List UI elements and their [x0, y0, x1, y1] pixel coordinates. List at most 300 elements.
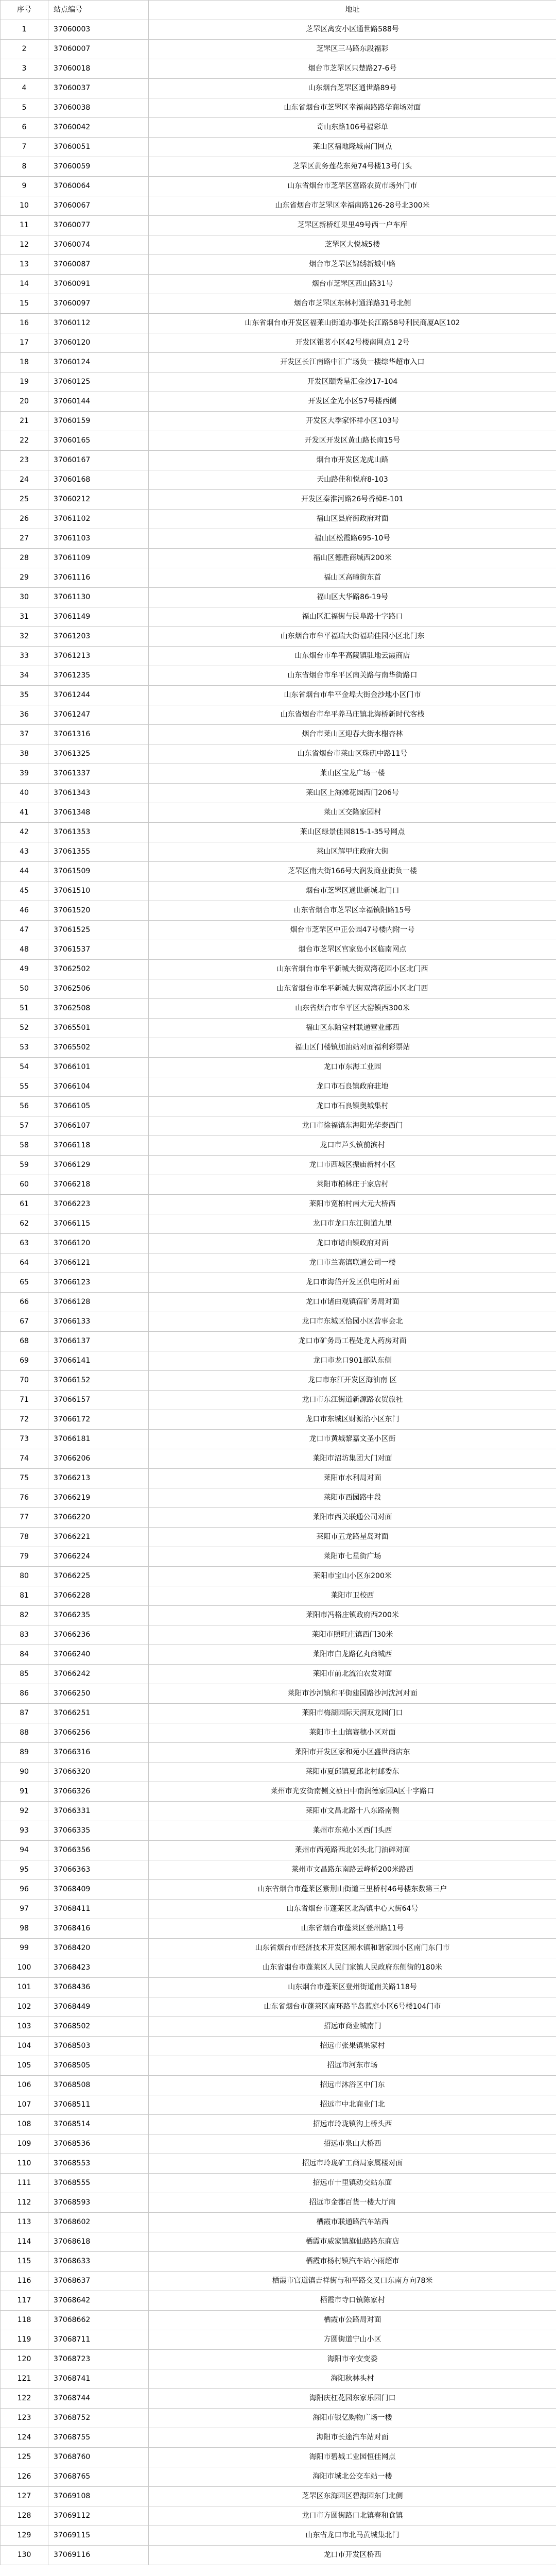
row-station-code: 37066256 — [48, 1723, 149, 1743]
row-seq: 27 — [1, 529, 48, 549]
row-station-code: 37068618 — [48, 2232, 149, 2252]
row-address: 莱山区绿景佳园815-1-35号网点 — [149, 823, 556, 842]
row-address: 莱阳市五龙路星岛对面 — [149, 1528, 556, 1547]
header-code: 站点编号 — [48, 1, 149, 20]
row-address: 山东烟台芝罘区通世路89号 — [149, 79, 556, 98]
table-row — [1, 1175, 556, 1195]
table-row — [1, 862, 556, 882]
row-address: 莱州市西苑路西北郊头北门油碎对面 — [149, 1841, 556, 1860]
table-row — [1, 2546, 556, 2565]
row-station-code: 37062502 — [48, 960, 149, 979]
row-address: 开发区大季家怀祥小区103号 — [149, 412, 556, 431]
row-station-code: 37062508 — [48, 999, 149, 1019]
row-seq: 116 — [1, 2272, 48, 2291]
row-station-code: 37060124 — [48, 353, 149, 372]
row-address: 莱山区福地隆城南门网点 — [149, 138, 556, 157]
row-address: 莱州市东苑小区西门头西 — [149, 1821, 556, 1841]
row-seq: 20 — [1, 392, 48, 412]
row-seq: 105 — [1, 2056, 48, 2076]
row-station-code: 37060091 — [48, 275, 149, 294]
row-station-code: 37066356 — [48, 1841, 149, 1860]
row-address: 山东省烟台市牟平养马庄镇北海桥新时代客栈 — [149, 705, 556, 725]
row-station-code: 37060165 — [48, 431, 149, 451]
row-seq: 55 — [1, 1077, 48, 1097]
table-row — [1, 901, 556, 921]
row-address: 开发区银茗小区42号楼南网点1 2号 — [149, 333, 556, 353]
row-address: 烟台市芝罘区锦绣新城中路 — [149, 255, 556, 275]
table-row — [1, 1978, 556, 1997]
row-station-code: 37061235 — [48, 666, 149, 686]
row-address: 莱阳市西关联通公司对面 — [149, 1508, 556, 1528]
row-seq: 53 — [1, 1038, 48, 1058]
row-address: 龙口市方圆街路口北镇春和食镇 — [149, 2506, 556, 2526]
row-station-code: 37066251 — [48, 1704, 149, 1723]
row-seq: 68 — [1, 1332, 48, 1351]
row-seq: 17 — [1, 333, 48, 353]
row-station-code: 37061149 — [48, 607, 149, 627]
row-address: 龙口市黄城黎嘉文圣小区街 — [149, 1430, 556, 1449]
row-station-code: 37068633 — [48, 2252, 149, 2272]
row-address: 山东省龙口市北马黄城集北门 — [149, 2526, 556, 2546]
row-station-code: 37066218 — [48, 1175, 149, 1195]
row-station-code: 37060003 — [48, 20, 149, 40]
row-seq: 43 — [1, 842, 48, 862]
row-station-code: 37060112 — [48, 314, 149, 333]
row-address: 龙口市东江街道新源路农贸旅社 — [149, 1391, 556, 1410]
table-row — [1, 2389, 556, 2409]
table-row — [1, 979, 556, 999]
row-seq: 29 — [1, 568, 48, 588]
row-station-code: 37061213 — [48, 647, 149, 666]
row-address: 山东省烟台市蓬莱区南环路半岛蓝庭小区6号楼104门市 — [149, 1997, 556, 2017]
row-seq: 59 — [1, 1156, 48, 1175]
table-row — [1, 666, 556, 686]
row-address: 福山区汇福街与民阜路十字路口 — [149, 607, 556, 627]
row-address: 福山区高疃街东首 — [149, 568, 556, 588]
row-address: 龙口市东城区恰园小区营事会北 — [149, 1312, 556, 1332]
row-seq: 77 — [1, 1508, 48, 1528]
table-row — [1, 1019, 556, 1038]
row-station-code: 37068765 — [48, 2467, 149, 2487]
table-row — [1, 470, 556, 490]
row-address: 海阳市辛安变委 — [149, 2350, 556, 2369]
row-seq: 115 — [1, 2252, 48, 2272]
row-address: 莱阳市沼坊集团大门对面 — [149, 1449, 556, 1469]
row-seq: 86 — [1, 1684, 48, 1704]
row-address: 山东省烟台市开发区福莱山街道办事处长江路58号利民商厦A区102 — [149, 314, 556, 333]
row-station-code: 37060064 — [48, 177, 149, 196]
table-row — [1, 647, 556, 666]
row-station-code: 37068642 — [48, 2291, 149, 2311]
row-station-code: 37061102 — [48, 510, 149, 529]
table-row — [1, 2037, 556, 2056]
row-seq: 114 — [1, 2232, 48, 2252]
row-seq: 73 — [1, 1430, 48, 1449]
row-station-code: 37061103 — [48, 529, 149, 549]
row-address: 莱阳市梅湖园际天润双龙园门口 — [149, 1704, 556, 1723]
row-address: 山东烟台市牟平高陵镇驻地云霞商店 — [149, 647, 556, 666]
row-station-code: 37061325 — [48, 744, 149, 764]
row-address: 海阳秋林头村 — [149, 2369, 556, 2389]
row-seq: 39 — [1, 764, 48, 784]
table-row — [1, 372, 556, 392]
row-station-code: 37066223 — [48, 1195, 149, 1214]
row-station-code: 37062506 — [48, 979, 149, 999]
row-seq: 82 — [1, 1606, 48, 1625]
row-seq: 106 — [1, 2076, 48, 2095]
row-seq: 90 — [1, 1762, 48, 1782]
row-address: 海阳市碧城工业园恒佳网点 — [149, 2448, 556, 2467]
row-seq: 46 — [1, 901, 48, 921]
table-row — [1, 686, 556, 705]
row-seq: 102 — [1, 1997, 48, 2017]
table-row — [1, 744, 556, 764]
row-seq: 101 — [1, 1978, 48, 1997]
row-station-code: 37066220 — [48, 1508, 149, 1528]
row-station-code: 37066206 — [48, 1449, 149, 1469]
table-row — [1, 1038, 556, 1058]
row-station-code: 37066172 — [48, 1410, 149, 1430]
row-address: 招远市河东市场 — [149, 2056, 556, 2076]
row-station-code: 37068436 — [48, 1978, 149, 1997]
row-seq: 7 — [1, 138, 48, 157]
table-row — [1, 1821, 556, 1841]
row-address: 莱阳市卫校西 — [149, 1586, 556, 1606]
row-address: 海阳市城北公交车站一楼 — [149, 2467, 556, 2487]
table-row — [1, 725, 556, 744]
row-address: 莱阳市冯格庄镇政府西200米 — [149, 1606, 556, 1625]
row-seq: 9 — [1, 177, 48, 196]
row-station-code: 37061116 — [48, 568, 149, 588]
row-seq: 50 — [1, 979, 48, 999]
row-seq: 130 — [1, 2546, 48, 2565]
table-row — [1, 1371, 556, 1391]
row-address: 芝罘区黄务莲花东苑74号楼13号门头 — [149, 157, 556, 177]
row-address: 山东省烟台市莱山区珠矶中路11号 — [149, 744, 556, 764]
row-station-code: 37069115 — [48, 2526, 149, 2546]
row-station-code: 37066115 — [48, 1214, 149, 1234]
row-seq: 36 — [1, 705, 48, 725]
row-address: 天山路佳和悦府8-103 — [149, 470, 556, 490]
row-station-code: 37060037 — [48, 79, 149, 98]
row-seq: 56 — [1, 1097, 48, 1116]
row-seq: 13 — [1, 255, 48, 275]
row-seq: 118 — [1, 2311, 48, 2330]
table-row — [1, 2174, 556, 2193]
row-station-code: 37068449 — [48, 1997, 149, 2017]
row-address: 山东烟台市牟平福瑞大街福瑞佳园小区北门东 — [149, 627, 556, 647]
row-seq: 54 — [1, 1058, 48, 1077]
row-address: 龙口市石良镇政府驻地 — [149, 1077, 556, 1097]
row-seq: 65 — [1, 1273, 48, 1293]
row-seq: 84 — [1, 1645, 48, 1665]
row-address: 莱州市光安街南侧文祯日中南润德家园A区十字路口 — [149, 1782, 556, 1802]
row-seq: 71 — [1, 1391, 48, 1410]
row-seq: 58 — [1, 1136, 48, 1156]
row-seq: 47 — [1, 921, 48, 940]
table-row — [1, 842, 556, 862]
row-seq: 108 — [1, 2115, 48, 2134]
row-seq: 23 — [1, 451, 48, 470]
row-station-code: 37068409 — [48, 1880, 149, 1900]
row-address: 山东省烟台市经济技术开发区潮水镇和谐家园小区南门东门市 — [149, 1939, 556, 1958]
table-row — [1, 2272, 556, 2291]
row-station-code: 37066320 — [48, 1762, 149, 1782]
table-row — [1, 1860, 556, 1880]
table-row — [1, 1919, 556, 1939]
table-row — [1, 1410, 556, 1430]
table-row — [1, 1449, 556, 1469]
row-seq: 4 — [1, 79, 48, 98]
row-station-code: 37068502 — [48, 2017, 149, 2037]
row-address: 福山区大华路86-19号 — [149, 588, 556, 607]
row-seq: 38 — [1, 744, 48, 764]
row-station-code: 37066213 — [48, 1469, 149, 1488]
row-address: 龙口市芦头镇前滨村 — [149, 1136, 556, 1156]
row-address: 福山区德胜商城西200米 — [149, 549, 556, 568]
table-row — [1, 764, 556, 784]
row-seq: 51 — [1, 999, 48, 1019]
row-address: 龙口市龙口901部队东侧 — [149, 1351, 556, 1371]
table-row — [1, 1723, 556, 1743]
row-station-code: 37066128 — [48, 1293, 149, 1312]
row-seq: 94 — [1, 1841, 48, 1860]
row-seq: 42 — [1, 823, 48, 842]
table-row — [1, 1606, 556, 1625]
row-address: 烟台市芝罘区东林村通洋路31号北侧 — [149, 294, 556, 314]
row-seq: 99 — [1, 1939, 48, 1958]
table-row — [1, 1665, 556, 1684]
table-row — [1, 2369, 556, 2389]
row-seq: 85 — [1, 1665, 48, 1684]
row-station-code: 37060144 — [48, 392, 149, 412]
row-address: 龙口市东城区财源治小区东门 — [149, 1410, 556, 1430]
table-row — [1, 1704, 556, 1723]
row-seq: 69 — [1, 1351, 48, 1371]
row-seq: 125 — [1, 2448, 48, 2467]
row-station-code: 37068423 — [48, 1958, 149, 1978]
row-station-code: 37060087 — [48, 255, 149, 275]
row-station-code: 37066104 — [48, 1077, 149, 1097]
row-station-code: 37066101 — [48, 1058, 149, 1077]
row-station-code: 37061353 — [48, 823, 149, 842]
row-address: 莱阳市照旺庄镇西门30米 — [149, 1625, 556, 1645]
table-row — [1, 1782, 556, 1802]
row-station-code: 37060097 — [48, 294, 149, 314]
row-address: 山东省烟台市牟平区南关路与南华街路口 — [149, 666, 556, 686]
row-seq: 120 — [1, 2350, 48, 2369]
row-address: 山东省烟台市牟平区大窑镇西300米 — [149, 999, 556, 1019]
row-seq: 6 — [1, 118, 48, 138]
row-station-code: 37060125 — [48, 372, 149, 392]
table-row — [1, 353, 556, 372]
row-seq: 107 — [1, 2095, 48, 2115]
row-address: 莱阳市宝山小区东200米 — [149, 1567, 556, 1586]
row-address: 福山区县府街政府对面 — [149, 510, 556, 529]
row-seq: 11 — [1, 216, 48, 235]
row-seq: 2 — [1, 40, 48, 59]
table-row — [1, 1351, 556, 1371]
row-seq: 127 — [1, 2487, 48, 2506]
row-seq: 87 — [1, 1704, 48, 1723]
table-row — [1, 2506, 556, 2526]
row-seq: 33 — [1, 647, 48, 666]
row-address: 莱阳市柏林庄于家店村 — [149, 1175, 556, 1195]
row-seq: 113 — [1, 2213, 48, 2232]
row-address: 莱阳市开发区家和苑小区盛世商店东 — [149, 1743, 556, 1762]
row-station-code: 37066240 — [48, 1645, 149, 1665]
row-station-code: 37061247 — [48, 705, 149, 725]
row-address: 山东烟台市蓬莱区登州街道南关路118号 — [149, 1978, 556, 1997]
table-row — [1, 1058, 556, 1077]
row-station-code: 37068752 — [48, 2409, 149, 2428]
row-address: 招远市十里镇动交站东面 — [149, 2174, 556, 2193]
table-row — [1, 314, 556, 333]
table-row — [1, 392, 556, 412]
row-station-code: 37060051 — [48, 138, 149, 157]
row-address: 龙口市矿务局工程处龙人药房对面 — [149, 1332, 556, 1351]
row-address: 莱州市文昌路东南路云峰桥200米路西 — [149, 1860, 556, 1880]
row-seq: 103 — [1, 2017, 48, 2037]
row-seq: 41 — [1, 803, 48, 823]
row-address: 山东省烟台市蓬莱区紫荆山街道三里桥村46号楼东数第三户 — [149, 1880, 556, 1900]
row-address: 山东省烟台市芝罘区幸福镇阳路15号 — [149, 901, 556, 921]
table-row — [1, 510, 556, 529]
row-seq: 96 — [1, 1880, 48, 1900]
table-row — [1, 1684, 556, 1704]
table-row — [1, 1939, 556, 1958]
row-station-code: 37065501 — [48, 1019, 149, 1038]
row-address: 龙口市诸由镇政府对面 — [149, 1234, 556, 1253]
table-row — [1, 1332, 556, 1351]
table-row — [1, 177, 556, 196]
row-station-code: 37066331 — [48, 1802, 149, 1821]
row-station-code: 37061525 — [48, 921, 149, 940]
table-row — [1, 2526, 556, 2546]
row-address: 龙口市东江开发区海油南 区 — [149, 1371, 556, 1391]
row-address: 烟台市芝罘区通世新城北门口 — [149, 882, 556, 901]
table-row — [1, 1528, 556, 1547]
row-seq: 31 — [1, 607, 48, 627]
row-seq: 75 — [1, 1469, 48, 1488]
table-row — [1, 2154, 556, 2174]
row-station-code: 37066225 — [48, 1567, 149, 1586]
row-address: 芝罘区离安小区通世路588号 — [149, 20, 556, 40]
row-station-code: 37066121 — [48, 1253, 149, 1273]
table-row — [1, 2056, 556, 2076]
row-station-code: 37060159 — [48, 412, 149, 431]
row-seq: 67 — [1, 1312, 48, 1332]
table-row — [1, 79, 556, 98]
row-address: 莱山区上海滩花园西门206号 — [149, 784, 556, 803]
row-seq: 72 — [1, 1410, 48, 1430]
table-row — [1, 529, 556, 549]
table-row — [1, 1293, 556, 1312]
table-row — [1, 235, 556, 255]
table-row — [1, 1997, 556, 2017]
table-row — [1, 1430, 556, 1449]
row-seq: 80 — [1, 1567, 48, 1586]
row-seq: 111 — [1, 2174, 48, 2193]
row-seq: 123 — [1, 2409, 48, 2428]
row-station-code: 37061109 — [48, 549, 149, 568]
row-station-code: 37066120 — [48, 1234, 149, 1253]
table-row — [1, 1880, 556, 1900]
row-station-code: 37060167 — [48, 451, 149, 470]
table-row — [1, 431, 556, 451]
row-address: 招远市张果镇果家村 — [149, 2037, 556, 2056]
table-row — [1, 823, 556, 842]
row-seq: 18 — [1, 353, 48, 372]
row-address: 海阳庆杠花园东家乐园门口 — [149, 2389, 556, 2409]
row-address: 招远市商业城南门 — [149, 2017, 556, 2037]
row-seq: 126 — [1, 2467, 48, 2487]
table-row — [1, 921, 556, 940]
row-address: 芝罘区大悦城5楼 — [149, 235, 556, 255]
header-address: 地址 — [149, 1, 556, 20]
table-row — [1, 705, 556, 725]
row-address: 栖霞市联通路汽车站西 — [149, 2213, 556, 2232]
row-station-code: 37060074 — [48, 235, 149, 255]
row-station-code: 37066133 — [48, 1312, 149, 1332]
row-station-code: 37068511 — [48, 2095, 149, 2115]
row-address: 栖霞市公路局对面 — [149, 2311, 556, 2330]
table-row — [1, 1958, 556, 1978]
row-seq: 28 — [1, 549, 48, 568]
row-seq: 48 — [1, 940, 48, 960]
row-seq: 22 — [1, 431, 48, 451]
row-seq: 62 — [1, 1214, 48, 1234]
table-row — [1, 2213, 556, 2232]
row-seq: 109 — [1, 2134, 48, 2154]
row-seq: 25 — [1, 490, 48, 510]
row-address: 莱阳市宽柏村南大元大桥西 — [149, 1195, 556, 1214]
table-row — [1, 451, 556, 470]
row-station-code: 37066118 — [48, 1136, 149, 1156]
row-station-code: 37066236 — [48, 1625, 149, 1645]
row-station-code: 37068662 — [48, 2311, 149, 2330]
table-row — [1, 1802, 556, 1821]
row-seq: 60 — [1, 1175, 48, 1195]
row-address: 招远市玲珑矿工商局家属楼对面 — [149, 2154, 556, 2174]
row-seq: 10 — [1, 196, 48, 216]
table-row — [1, 1743, 556, 1762]
row-seq: 34 — [1, 666, 48, 686]
row-address: 开发区秦淮河路26号香樟E-101 — [149, 490, 556, 510]
row-address: 莱阳市前北流泊农发对面 — [149, 1665, 556, 1684]
table-row — [1, 40, 556, 59]
row-address: 烟台市开发区龙虎山路 — [149, 451, 556, 470]
row-station-code: 37068508 — [48, 2076, 149, 2095]
row-seq: 121 — [1, 2369, 48, 2389]
row-seq: 97 — [1, 1900, 48, 1919]
row-station-code: 37066235 — [48, 1606, 149, 1625]
table-row — [1, 490, 556, 510]
row-address: 莱阳市白龙路亿丸商城西 — [149, 1645, 556, 1665]
row-seq: 128 — [1, 2506, 48, 2526]
row-address: 开发区长江南路中汇广场负一楼综华超市入口 — [149, 353, 556, 372]
table-row — [1, 2095, 556, 2115]
row-seq: 79 — [1, 1547, 48, 1567]
table-row — [1, 2311, 556, 2330]
row-station-code: 37068420 — [48, 1939, 149, 1958]
row-station-code: 37066152 — [48, 1371, 149, 1391]
row-station-code: 37068505 — [48, 2056, 149, 2076]
row-address: 龙口市徐福镇东海阳光华泰西门 — [149, 1116, 556, 1136]
row-seq: 3 — [1, 59, 48, 79]
row-address: 山东省烟台市芝罘区幸福南路路华商场对面 — [149, 98, 556, 118]
row-station-code: 37061316 — [48, 725, 149, 744]
